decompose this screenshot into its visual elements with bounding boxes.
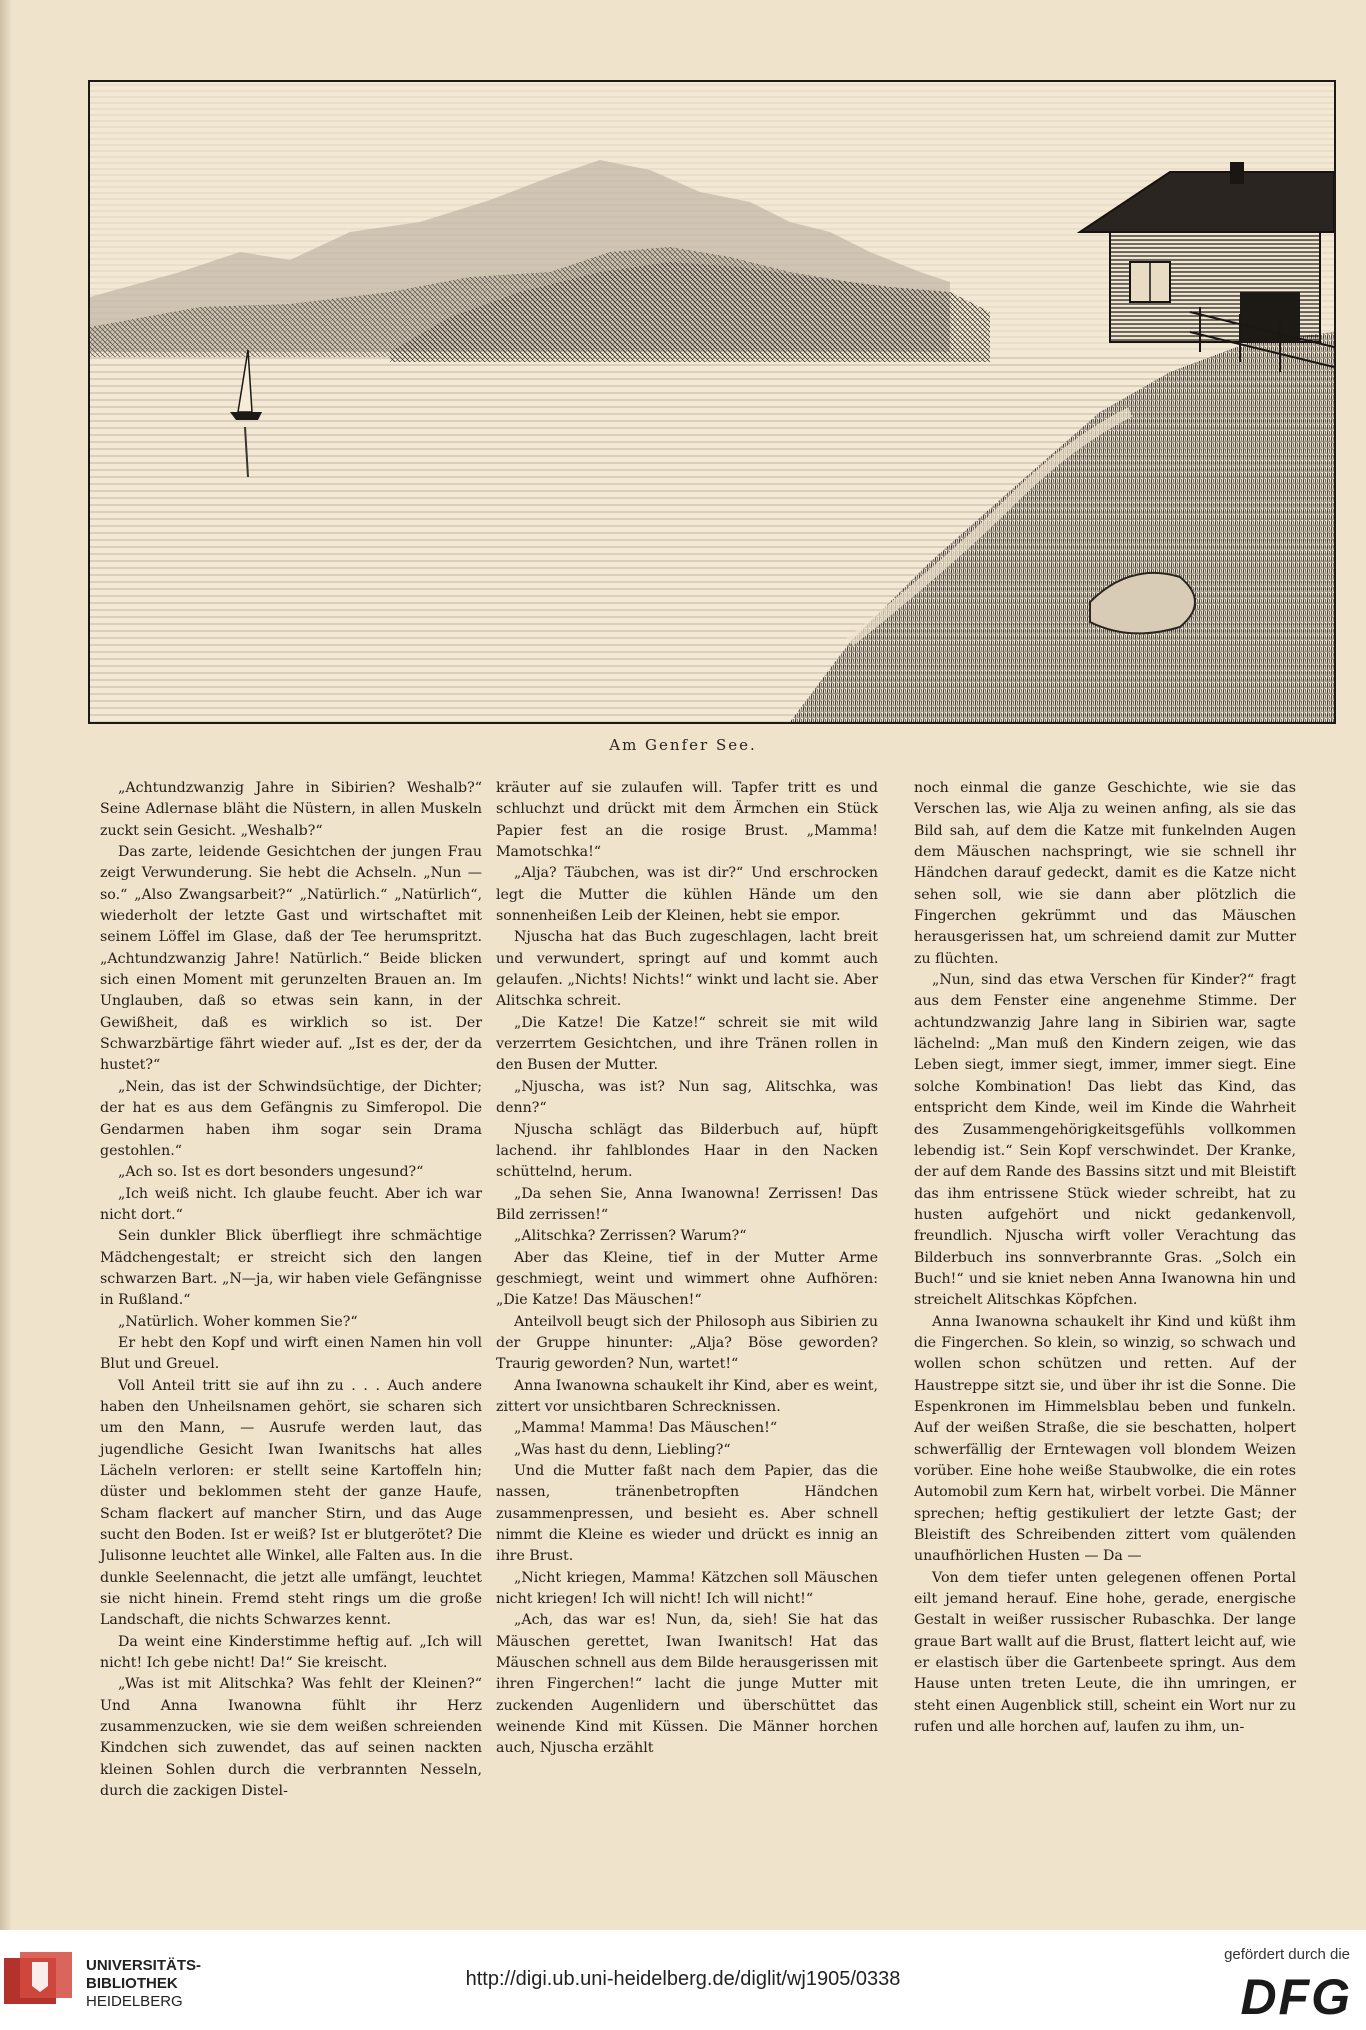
paragraph: Das zarte, leidende Gesichtchen der jungen Frau zeigt Verwunderung. Sie hebt die Achseln. „Nun — so.“ „Also Zwangsarbeit?“ „Natürlich.“ „Natürlich“, wiederholt der letzte Gast und wirtschaftet mit seinem Löffel im Glase, daß der Tee herumspritzt. „Achtundzwanzig Jahre! Natürlich.“ Beide blicken sich einen Moment mit gerunzelten Brauen an. Im Unglauben, daß so etwas sein kann, in der Gewißheit, daß es wirklich so ist. Der Schwarzbärtige fährt wieder auf. „Ist es der, der da hustet?“ bbox=[100, 844, 482, 1074]
engraving-drawing bbox=[90, 82, 1334, 722]
page-edge-shadow bbox=[0, 0, 12, 1930]
paragraph: „Die Katze! Die Katze!“ schreit sie mit wild verzerrtem Gesichtchen, und ihre Tränen rollen in den Busen der Mutter. bbox=[496, 1014, 878, 1074]
paragraph: „Was ist mit Alitschka? Was fehlt der Kleinen?“ Und Anna Iwanowna fühlt ihr Herz zusammenzucken, wie sie dem weißen schreienden Kindchen sich zuwendet, das auf seinen nackten kleinen Sohlen durch die verbrannten Nesseln, durch die zackigen Distel- bbox=[100, 1676, 482, 1800]
paragraph: kräuter auf sie zulaufen will. Tapfer tritt es und schluchzt und drückt mit dem Ärmchen ein Stück Papier fest an die rosige Brust. „Mamma! Mamotschka!“ bbox=[496, 780, 878, 861]
paragraph: „Alja? Täubchen, was ist dir?“ Und erschrocken legt die Mutter die kühlen Hände um den sonnenheißen Leib der Kleinen, hebt sie empor. bbox=[496, 865, 878, 925]
paragraph: Aber das Kleine, tief in der Mutter Arme geschmiegt, weint und wimmert ohne Aufhören: „Die Katze! Das Mäuschen!“ bbox=[496, 1249, 878, 1309]
paragraph: „Njuscha, was ist? Nun sag, Alitschka, was denn?“ bbox=[496, 1078, 878, 1117]
text-column-2 bbox=[496, 778, 878, 1760]
paragraph: „Ich weiß nicht. Ich glaube feucht. Aber ich war nicht dort.“ bbox=[100, 1185, 482, 1223]
paragraph: „Ach, das war es! Nun, da, sieh! Sie hat das Mäuschen gerettet, Iwan Iwanitsch! Hat das Mäuschen schnell aus dem Bilde herausgerissen mit ihren Fingerchen!“ lacht die junge Mutter mit zuckenden Augenlidern und überschüttet das weinende Kind mit Küssen. Die Männer horchen auch, Njuscha erzählt bbox=[496, 1612, 878, 1757]
paragraph: Da weint eine Kinderstimme heftig auf. „Ich will nicht! Ich gebe nicht! Da!“ Sie kreischt. bbox=[100, 1633, 482, 1672]
paragraph: Njuscha schlägt das Bilderbuch auf, hüpft lachend. ihr fahlblondes Haar in den Nacken schüttelnd, herum. bbox=[496, 1121, 878, 1181]
paragraph: Anteilvoll beugt sich der Philosoph aus Sibirien zu der Gruppe hinunter: „Alja? Böse geworden? Traurig geworden? Nun, wartet!“ bbox=[496, 1313, 878, 1373]
permalink-link[interactable]: http://digi.ub.uni-heidelberg.de/diglit/wj1905/0338 bbox=[465, 1968, 901, 1990]
paragraph: Njuscha hat das Buch zugeschlagen, lacht breit und verwundert, springt auf und kommt auch gelaufen. „Nichts! Nichts!“ winkt und lacht sie. Aber Alitschka schreit. bbox=[496, 929, 878, 1010]
paragraph: Von dem tiefer unten gelegenen offenen Portal eilt jemand herauf. Eine hohe, gerade, energische Gestalt in weißer russischer Rubaschka. Der lange graue Bart wallt auf die Brust, flattert leicht auf, wie er elastisch über die Gartenbeete springt. Aus dem Hause unten treten Leute, die ihn umringen, er steht einen Augenblick still, scheint ein Wort nur zu rufen und alle horchen auf, laufen zu ihm, un- bbox=[914, 1569, 1296, 1736]
paragraph: „Da sehen Sie, Anna Iwanowna! Zerrissen! Das Bild zerrissen!“ bbox=[496, 1185, 878, 1223]
institution-line: BIBLIOTHEK bbox=[86, 1975, 178, 1992]
paragraph: noch einmal die ganze Geschichte, wie sie das Verschen las, wie Alja zu weinen anfing, als sie das Bild sah, auf dem die Katze mit funkelnden Augen dem Mäuschen nachspringt, wie sie schnell ihr Händchen darauf gedeckt, damit es die Katze nicht sehen soll, wie sie dann aber plötzlich die Fingerchen gekrümmt und das Mäuschen herausgerissen hat, um schreiend damit zur Mutter zu flüchten. bbox=[914, 780, 1296, 967]
paragraph: „Natürlich. Woher kommen Sie?“ bbox=[118, 1313, 358, 1330]
dfg-logo: DFG bbox=[1240, 1969, 1352, 2025]
paragraph: „Ach so. Ist es dort besonders ungesund?“ bbox=[118, 1164, 424, 1181]
paragraph: Anna Iwanowna schaukelt ihr Kind und küßt ihm die Fingerchen. So klein, so winzig, so schwach und wollen schon schützen und retten. Auf der Haustreppe sitzt sie, und über ihr ist die Sonne. Die Espenkronen im Himmelsblau beben und funkeln. Auf der weißen Straße, die sie beschatten, holpert schwerfällig der Erntewagen voll blondem Weizen vorüber. Eine hohe weiße Staubwolke, die ein rotes Automobil zum Kern hat, wirbelt vorbei. Die Männer sprechen; heftig gestikuliert der letzte Gast; der Bleistift des Schreibenden zittert vom quälenden unaufhörlichen Husten — Da — bbox=[914, 1313, 1296, 1565]
text-column-1 bbox=[100, 778, 482, 1803]
paragraph: Und die Mutter faßt nach dem Papier, das die nassen, tränenbetropften Händchen zusammenpressen, und besieht es. Aber schnell nimmt die Kleine es wieder und drückt es innig an ihre Brust. bbox=[496, 1463, 878, 1565]
paragraph: „Nun, sind das etwa Verschen für Kinder?“ fragt aus dem Fenster eine angenehme Stimme. Der achtundzwanzig Jahre lang in Sibirien war, sagte lächelnd: „Man muß den Kindern zeigen, wie das Leben siegt, immer siegt, immer, immer siegt. Eine solche Kombination! Das liebt das Kind, das entspricht dem Kinde, weil im Kinde die Wahrheit des Zusammengehörigkeitsgefühls vollkommen lebendig ist.“ Sein Kopf verschwindet. Der Kranke, der auf dem Rande des Bassins sitzt und mit Bleistift das ihm entrissene Stück wieder schreibt, hat zu husten aufgehört und nickt gedankenvoll, freundlich. Njuscha wirft voller Verachtung das Bilderbuch ins sonnverbrannte Gras. „Solch ein Buch!“ und sie kniet neben Anna Iwanowna hin und streichelt Alitschkas Köpfchen. bbox=[914, 972, 1296, 1309]
illustration-caption: Am Genfer See. bbox=[609, 736, 757, 754]
paragraph: Sein dunkler Blick überfliegt ihre schmächtige Mädchengestalt; er streicht sich den langen schwarzen Bart. „N—ja, wir haben viele Gefängnisse in Rußland.“ bbox=[100, 1228, 482, 1309]
paragraph: „Achtundzwanzig Jahre in Sibirien? Weshalb?“ Seine Adlernase bläht die Nüstern, in allen Muskeln zuckt sein Gesicht. „Weshalb?“ bbox=[100, 780, 482, 839]
paragraph: Voll Anteil tritt sie auf ihn zu . . . Auch andere haben den Unheilsnamen gehört, sie scharen sich um den Mann, — Ausrufe werden laut, das jugendliche Gesicht Iwan Iwanitschs hat alles Lächeln verloren: er stellt seine Kartoffeln hin; düster und beklommen steht der ganze Haufe, Scham flackert auf mancher Stirn, und das Auge sucht den Boden. Ist er weiß? Ist er blutgerötet? Die Julisonne leuchtet alle Winkel, alle Falten aus. In die dunkle Seelennacht, die jetzt alle umfängt, leuchtet sie nicht hinein. Fremd steht rings um die große Landschaft, die nichts Schwarzes kennt. bbox=[100, 1377, 482, 1629]
paragraph: Anna Iwanowna schaukelt ihr Kind, aber es weint, zittert vor unsichtbaren Schrecknissen. bbox=[496, 1377, 878, 1415]
paragraph: „Was hast du denn, Liebling?“ bbox=[514, 1441, 731, 1458]
paragraph: „Nicht kriegen, Mamma! Kätzchen soll Mäuschen nicht kriegen! Ich will nicht! Ich will nicht!“ bbox=[496, 1569, 878, 1608]
paragraph: „Nein, das ist der Schwindsüchtige, der Dichter; der hat es aus dem Gefängnis zu Simferopol. Die Gendarmen haben ihm sogar sein Drama gestohlen.“ bbox=[100, 1078, 482, 1159]
digitization-footer bbox=[0, 1930, 1366, 2030]
lake-geneva-illustration bbox=[88, 80, 1336, 724]
text-column-3 bbox=[914, 778, 1296, 1738]
institution-line: UNIVERSITÄTS- bbox=[86, 1957, 202, 1974]
institution-line: HEIDELBERG bbox=[86, 1993, 183, 2010]
funder-label: gefördert durch die bbox=[1224, 1946, 1350, 1963]
paragraph: Er hebt den Kopf und wirft einen Namen hin voll Blut und Greuel. bbox=[100, 1334, 482, 1373]
paragraph: „Alitschka? Zerrissen? Warum?“ bbox=[514, 1228, 747, 1245]
paragraph: „Mamma! Mamma! Das Mäuschen!“ bbox=[514, 1420, 778, 1437]
